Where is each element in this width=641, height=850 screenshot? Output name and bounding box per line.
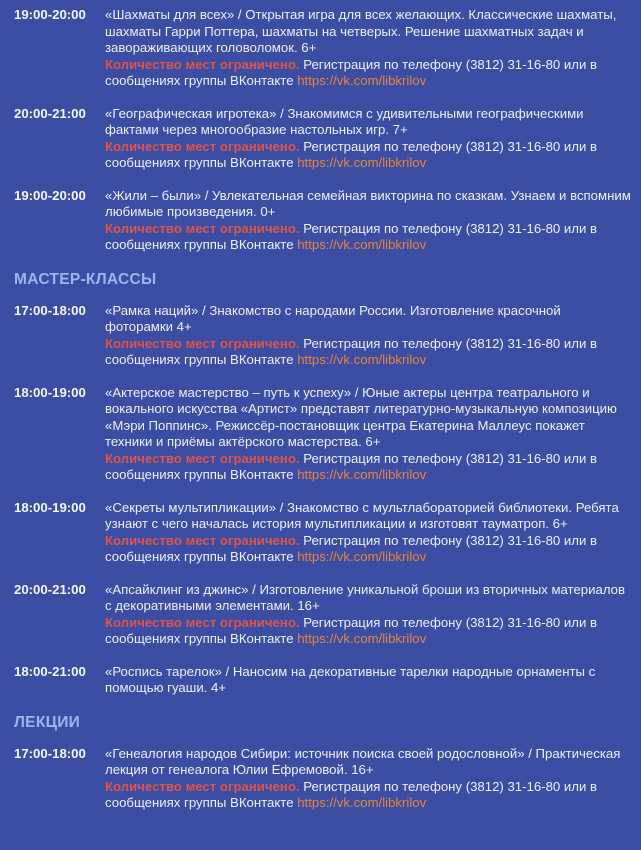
limited-seats-note: Количество мест ограничено.	[105, 220, 300, 236]
event-time: 19:00-20:00	[14, 7, 86, 22]
event-text: «Рамка наций» / Знакомство с народами России. Изготовление красочной фоторамки 4+	[105, 302, 561, 334]
limited-seats-note: Количество мест ограничено.	[105, 532, 300, 548]
vk-link[interactable]: https://vk.com/libkrilov	[297, 155, 427, 170]
vk-link[interactable]: https://vk.com/libkrilov	[297, 352, 427, 367]
event-description	[105, 746, 632, 812]
vk-link[interactable]: https://vk.com/libkrilov	[297, 237, 427, 252]
event-text: «Генеалогия народов Сибири: источник поиска своей родословной» / Практическая лекция от генеалога Юлии Ефремовой. 16+	[105, 745, 621, 777]
event-description	[105, 188, 632, 254]
event-time: 19:00-20:00	[14, 187, 86, 203]
event-row	[14, 7, 632, 90]
event-description	[105, 7, 632, 90]
registration-text: Регистрация по телефону (3812) 31-16-80 или в сообщениях группы ВКонтакте	[105, 532, 598, 564]
registration-text: Регистрация по телефону (3812) 31-16-80 или в сообщениях группы ВКонтакте	[105, 335, 598, 367]
event-time: 18:00-19:00	[14, 499, 86, 515]
event-text: «Апсайклинг из джинс» / Изготовление уникальной броши из вторичных материалов с декоративными элементами. 16+	[105, 581, 626, 613]
vk-link[interactable]: https://vk.com/libkrilov	[297, 73, 427, 88]
event-description	[105, 106, 632, 172]
registration-text: Регистрация по телефону (3812) 31-16-80 или в сообщениях группы ВКонтакте	[105, 450, 598, 482]
event-row	[14, 582, 632, 648]
vk-link[interactable]: https://vk.com/libkrilov	[297, 631, 427, 646]
event-row	[14, 500, 632, 566]
limited-seats-note: Количество мест ограничено.	[105, 778, 300, 794]
event-time: 17:00-18:00	[14, 302, 86, 318]
event-row	[14, 188, 632, 254]
limited-seats-note: Количество мест ограничено.	[105, 614, 300, 630]
event-row	[14, 746, 632, 812]
vk-link[interactable]: https://vk.com/libkrilov	[297, 549, 427, 564]
event-time: 20:00-21:00	[14, 581, 86, 597]
event-row	[14, 385, 632, 484]
event-description	[105, 500, 632, 566]
registration-text: Регистрация по телефону (3812) 31-16-80 или в сообщениях группы ВКонтакте	[105, 138, 598, 170]
vk-link[interactable]: https://vk.com/libkrilov	[297, 795, 427, 810]
event-text: «Жили – были» / Увлекательная семейная викторина по сказкам. Узнаем и вспомним любимые произведения. 0+	[105, 187, 631, 219]
registration-text: Регистрация по телефону (3812) 31-16-80 или в сообщениях группы ВКонтакте	[105, 614, 598, 646]
event-text: «Секреты мультипликации» / Знакомство с мультлабораторией библиотеки. Ребята узнают с чего началась история мультипликации и изготовят тауматроп. 6+	[105, 499, 619, 531]
event-time: 18:00-19:00	[14, 384, 86, 400]
event-time: 20:00-21:00	[14, 105, 86, 121]
event-description	[105, 582, 632, 648]
event-row	[14, 106, 632, 172]
event-text: «Шахматы для всех» / Открытая игра для всех желающих. Классические шахматы, шахматы Гарри Поттера, шахматы на четверых. Решение шахматных задач и завораживающих головоломок. 6+	[105, 7, 617, 55]
event-text: «Географическая игротека» / Знакомимся с удивительными географическими фактами через многообразие настольных игр. 7+	[105, 105, 584, 137]
limited-seats-note: Количество мест ограничено.	[105, 335, 300, 351]
registration-text: Регистрация по телефону (3812) 31-16-80 или в сообщениях группы ВКонтакте	[105, 220, 598, 252]
event-description	[105, 385, 632, 484]
event-text: «Актерское мастерство – путь к успеху» / Юные актеры центра театрального и вокального искусства «Артист» представят литературно-музыкальную композицию «Мэри Поппинс». Режиссёр-постановщик центра Екатерина Маллеус покажет техники и приёмы актёрского мастерства. 6+	[105, 384, 617, 449]
vk-link[interactable]: https://vk.com/libkrilov	[297, 467, 427, 482]
event-description	[105, 303, 632, 369]
registration-text: Регистрация по телефону (3812) 31-16-80 или в сообщениях группы ВКонтакте	[105, 778, 598, 810]
event-text: «Роспись тарелок» / Наносим на декоративные тарелки народные орнаменты с помощью гуаши. 4+	[105, 663, 596, 695]
section-header-lectures: ЛЕКЦИИ	[14, 713, 81, 731]
section-header-master-classes: МАСТЕР-КЛАССЫ	[14, 270, 157, 288]
event-row	[14, 303, 632, 369]
event-time: 17:00-18:00	[14, 745, 86, 761]
event-description	[105, 664, 632, 697]
limited-seats-note: Количество мест ограничено.	[105, 56, 300, 72]
limited-seats-note: Количество мест ограничено.	[105, 450, 300, 466]
limited-seats-note: Количество мест ограничено.	[105, 138, 300, 154]
event-time: 18:00-21:00	[14, 663, 86, 679]
registration-text: Регистрация по телефону (3812) 31-16-80 или в сообщениях группы ВКонтакте	[105, 56, 598, 88]
event-row	[14, 664, 632, 697]
